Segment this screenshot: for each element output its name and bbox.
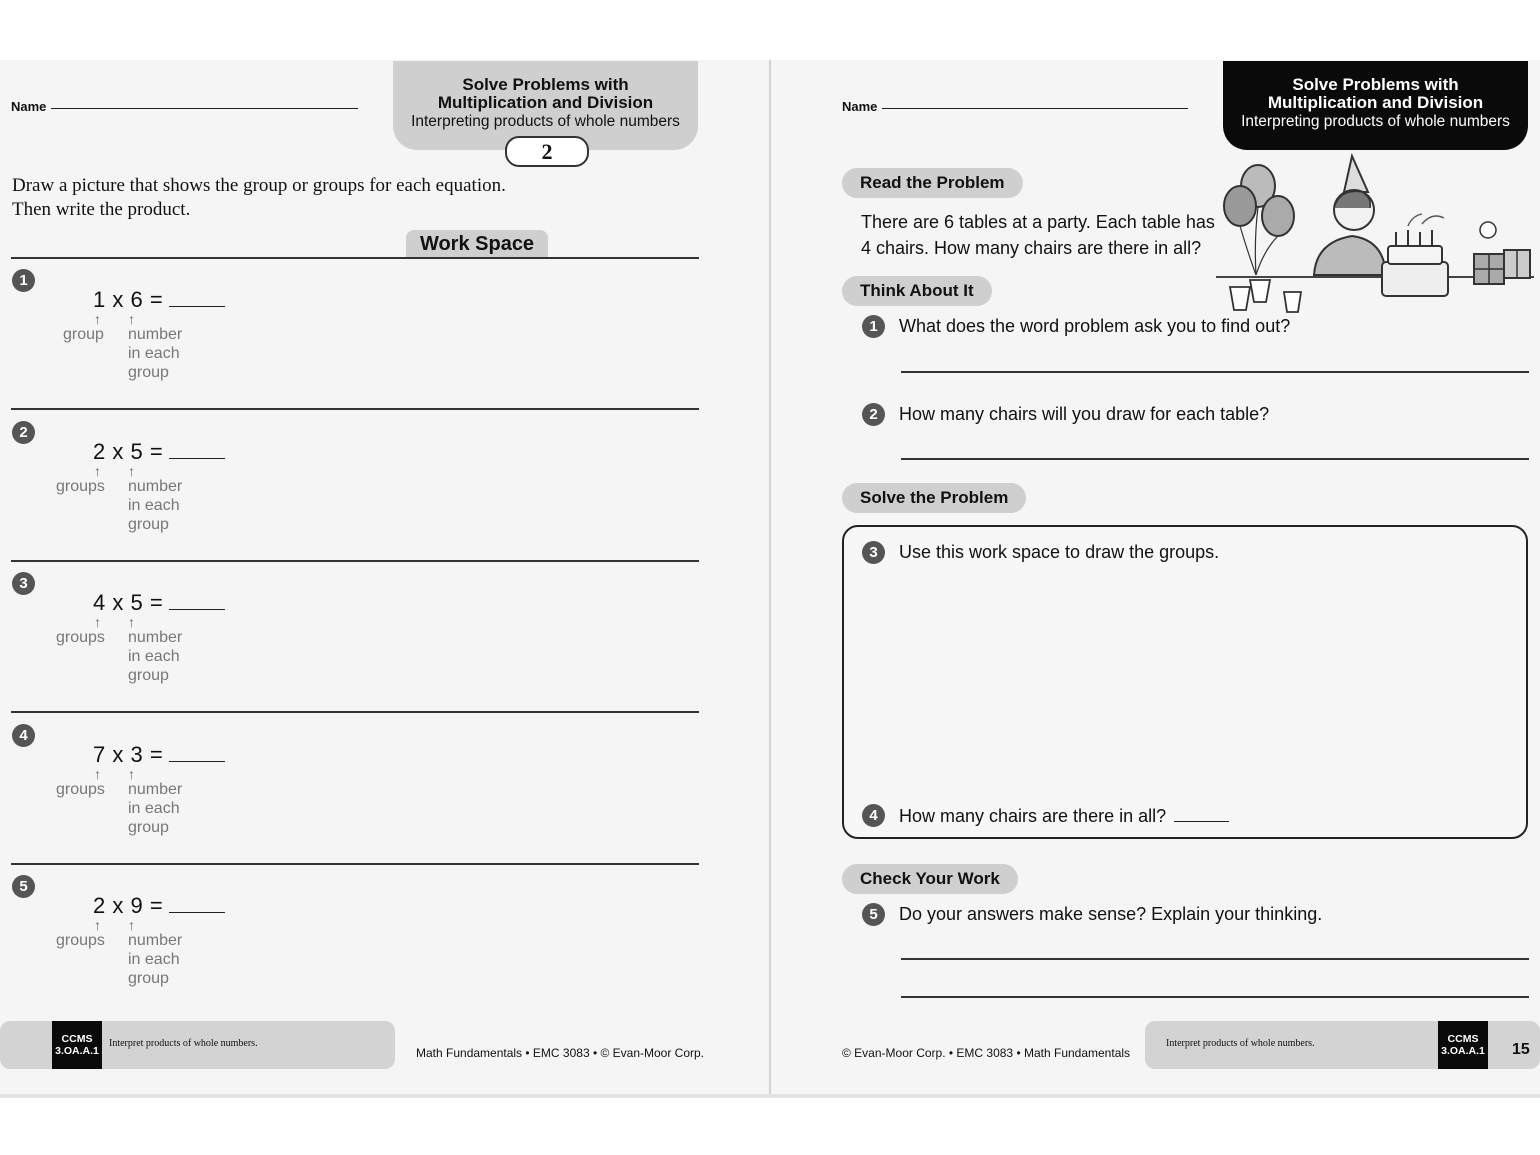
problem-number: 3 <box>12 572 35 595</box>
label-line: in each <box>128 951 180 968</box>
up-arrow-icon: ↑ <box>94 614 101 630</box>
ccms-badge <box>52 1021 102 1069</box>
answer-line-1[interactable] <box>901 371 1529 373</box>
read-problem-label: Read the Problem <box>842 168 1023 198</box>
product-blank[interactable] <box>169 288 225 307</box>
question-5-text: Do your answers make sense? Explain your thinking. <box>899 904 1323 924</box>
product-blank[interactable] <box>169 591 225 610</box>
title-line-2: Multiplication and Division <box>437 93 654 112</box>
ccms-label: CCMS <box>61 1033 93 1045</box>
group-label: groups <box>56 781 105 798</box>
up-arrow-icon: ↑ <box>94 311 101 327</box>
equation-groups: 1 <box>93 287 106 312</box>
ccms-code: 3.OA.A.1 <box>1441 1045 1485 1057</box>
title-line-2: Multiplication and Division <box>1267 93 1484 112</box>
group-label: groups <box>56 478 105 495</box>
label-line: group <box>128 667 169 684</box>
title-subtitle: Interpreting products of whole numbers <box>411 113 680 130</box>
question-number-5: 5 <box>862 903 885 926</box>
equation-groups: 2 <box>93 439 106 464</box>
times-sign: x <box>105 742 131 767</box>
label-line: number <box>128 629 183 646</box>
label-line: number <box>128 781 183 798</box>
divider <box>11 257 699 259</box>
label-line: group <box>128 970 169 987</box>
product-blank[interactable] <box>169 743 225 762</box>
question-3-text: Use this work space to draw the groups. <box>899 542 1220 562</box>
product-blank[interactable] <box>169 894 225 913</box>
equation-groups: 2 <box>93 893 106 918</box>
number-each-label <box>128 628 182 685</box>
credit-line: Math Fundamentals • EMC 3083 • © Evan-Moor Corp. <box>416 1046 705 1060</box>
divider <box>11 560 699 562</box>
up-arrow-icon: ↑ <box>94 463 101 479</box>
equals-sign: = <box>143 287 164 312</box>
question-2-text: How many chairs will you draw for each table? <box>899 404 1270 424</box>
label-line: group <box>128 819 169 836</box>
instructions <box>12 174 506 222</box>
standard-text: Interpret products of whole numbers. <box>1166 1038 1315 1049</box>
group-label: group <box>63 326 104 343</box>
number-each-label <box>128 477 182 534</box>
question-4-text: How many chairs are there in all? <box>899 806 1167 826</box>
up-arrow-icon: ↑ <box>128 311 135 327</box>
up-arrow-icon: ↑ <box>128 766 135 782</box>
equation-groups: 4 <box>93 590 106 615</box>
drawing-work-space[interactable] <box>842 525 1528 839</box>
equation <box>93 287 225 313</box>
problem-number: 2 <box>12 421 35 444</box>
up-arrow-icon: ↑ <box>128 463 135 479</box>
label-line: group <box>128 516 169 533</box>
title-tab <box>1223 61 1528 150</box>
label-line: in each <box>128 497 180 514</box>
divider <box>11 863 699 865</box>
product-blank[interactable] <box>169 440 225 459</box>
equation-groups: 7 <box>93 742 106 767</box>
question-number-1: 1 <box>862 315 885 338</box>
up-arrow-icon: ↑ <box>128 614 135 630</box>
up-arrow-icon: ↑ <box>128 917 135 933</box>
label-line: number <box>128 326 183 343</box>
standard-text: Interpret products of whole numbers. <box>109 1038 258 1049</box>
equation <box>93 590 225 616</box>
times-sign: x <box>105 893 131 918</box>
solve-problem-label: Solve the Problem <box>842 483 1026 513</box>
up-arrow-icon: ↑ <box>94 766 101 782</box>
question-number-3: 3 <box>862 541 885 564</box>
credit-line: © Evan-Moor Corp. • EMC 3083 • Math Fundamentals <box>842 1046 1131 1060</box>
times-sign: x <box>105 439 131 464</box>
equals-sign: = <box>143 742 164 767</box>
problem-number: 1 <box>12 269 35 292</box>
answer-line-5b[interactable] <box>901 996 1529 998</box>
label-line: number <box>128 478 183 495</box>
equation-number-each: 5 <box>130 590 144 615</box>
label-line: number <box>128 932 183 949</box>
title-line-1: Solve Problems with <box>1292 75 1459 94</box>
ccms-label: CCMS <box>1447 1033 1479 1045</box>
number-each-label <box>128 325 182 382</box>
equation <box>93 742 225 768</box>
problem-line-1: There are 6 tables at a party. Each table has <box>861 212 1215 232</box>
workspace-label: Work Space <box>406 230 548 258</box>
page-badge: 2 <box>505 136 589 167</box>
number-each-label <box>128 931 182 988</box>
label-line: in each <box>128 648 180 665</box>
gift-box-icon <box>1474 222 1530 284</box>
title-line-1: Solve Problems with <box>462 75 629 94</box>
question-number-2: 2 <box>862 403 885 426</box>
page-number: 15 <box>1512 1041 1530 1058</box>
name-label: Name <box>842 99 878 114</box>
party-boy-icon <box>1314 156 1386 275</box>
title-subtitle: Interpreting products of whole numbers <box>1241 113 1510 130</box>
problem-line-2: 4 chairs. How many chairs are there in all? <box>861 238 1202 258</box>
label-line: in each <box>128 345 180 362</box>
party-illustration <box>1212 150 1538 320</box>
ccms-badge <box>1438 1021 1488 1069</box>
balloons-icon <box>1224 165 1294 275</box>
equation-number-each: 9 <box>130 893 144 918</box>
times-sign: x <box>105 287 131 312</box>
problem-text <box>861 209 1215 261</box>
answer-blank[interactable] <box>1174 805 1229 822</box>
name-field[interactable] <box>882 108 1188 109</box>
ccms-code: 3.OA.A.1 <box>55 1045 99 1057</box>
divider <box>11 711 699 713</box>
birthday-cake-icon <box>1382 214 1448 296</box>
name-label: Name <box>11 99 47 114</box>
equation-number-each: 3 <box>130 742 144 767</box>
number-each-label <box>128 780 182 837</box>
equation-number-each: 6 <box>130 287 144 312</box>
name-field[interactable] <box>51 108 358 109</box>
label-line: in each <box>128 800 180 817</box>
think-about-it-label: Think About It <box>842 276 992 306</box>
equals-sign: = <box>143 893 164 918</box>
group-label: groups <box>56 629 105 646</box>
problem-number: 5 <box>12 875 35 898</box>
times-sign: x <box>105 590 131 615</box>
question-1-text: What does the word problem ask you to find out? <box>899 316 1291 336</box>
equals-sign: = <box>143 590 164 615</box>
up-arrow-icon: ↑ <box>94 917 101 933</box>
answer-line-5a[interactable] <box>901 958 1529 960</box>
equals-sign: = <box>143 439 164 464</box>
question-4 <box>899 805 1229 827</box>
question-number-4: 4 <box>862 804 885 827</box>
equation-number-each: 5 <box>130 439 144 464</box>
answer-line-2[interactable] <box>901 458 1529 460</box>
equation <box>93 893 225 919</box>
label-line: group <box>128 364 169 381</box>
page-shadow <box>0 1094 1540 1098</box>
equation <box>93 439 225 465</box>
cups-icon <box>1230 280 1301 312</box>
check-your-work-label: Check Your Work <box>842 864 1018 894</box>
group-label: groups <box>56 932 105 949</box>
book-spine <box>769 60 771 1094</box>
divider <box>11 408 699 410</box>
instructions-line-2: Then write the product. <box>12 199 191 220</box>
problem-number: 4 <box>12 724 35 747</box>
instructions-line-1: Draw a picture that shows the group or groups for each equation. <box>12 175 506 196</box>
